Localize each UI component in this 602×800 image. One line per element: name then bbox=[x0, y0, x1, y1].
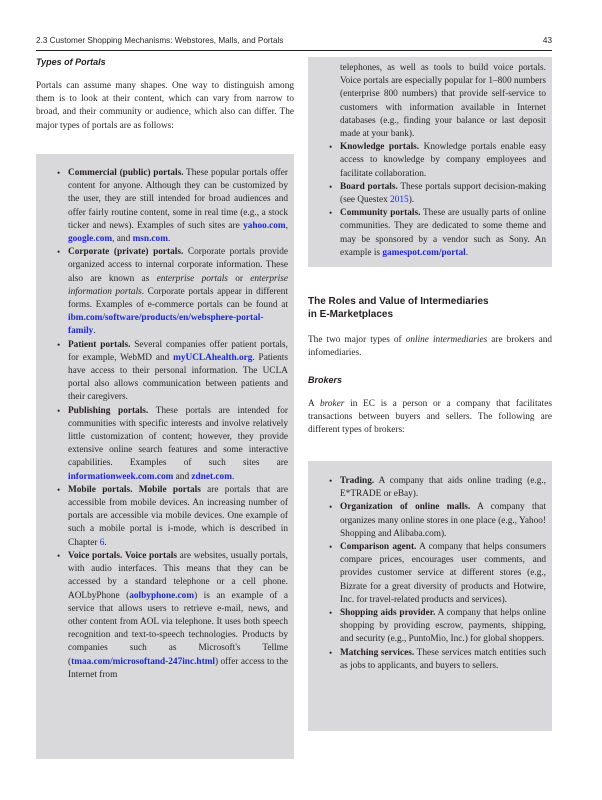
portals-intro-paragraph: Portals can assume many shapes. One way to distinguish among them is to look at their content, which can vary from narrow to broad, and their community or audience, which also can differ. The major types of portals are as follows: bbox=[36, 81, 294, 131]
voice-portals-continued: telephones, as well as tools to build voice portals. Voice portals are especially popular for 1–800 numbers (enterprise 800 numbers) that provide self-service to customers with information available in Internet databases (e.g., finding your balance or last deposit made at your bank). bbox=[340, 63, 546, 140]
list-item: • Board portals. These portals support decision-making (see Questex 2015). bbox=[328, 181, 546, 207]
broker-types-box bbox=[308, 461, 552, 731]
list-item: • Matching services. These services match entities such as jobs to applicants, and buyers to sellers. bbox=[328, 647, 546, 673]
broker-definition-paragraph: A broker in EC is a person or a company that facilitates transactions between buyers and sellers. The following are different types of brokers: bbox=[308, 399, 552, 436]
list-item: • Voice portals. Voice portals are websites, usually portals, with audio interfaces. This means that they can be accessed by a standard telephone or a cell phone. AOLbyPhone (aolbyphone.com) is an example of a service that allows users to retrieve e-mail, news, and other content from AOL via telephone. It uses both speech recognition and text-to-speech technologies. Products by companies such as Microsoft's Tellme (tmaa.com/microsoftand-247inc.html) offer access to the Internet from bbox=[56, 550, 288, 682]
page-number: 43 bbox=[542, 36, 552, 45]
link-gamespot[interactable]: gamespot.com/portal bbox=[382, 247, 466, 258]
link-aolbyphone[interactable]: aolbyphone.com bbox=[129, 590, 195, 601]
list-item: • Shopping aids provider. A company that helps online shopping by providing escrow, payments, shipping, and security (e.g., PuntoMio, Inc.) for global shoppers. bbox=[328, 607, 546, 647]
types-of-portals-heading: Types of Portals bbox=[36, 57, 106, 67]
list-item: • Organization of online malls. A company that organizes many online stores in one place (e.g., Yahoo! Shopping and Alibaba.com). bbox=[328, 501, 546, 541]
chapter-6-link[interactable]: 6 bbox=[99, 537, 105, 548]
link-yahoo[interactable]: yahoo.com bbox=[243, 220, 286, 231]
list-item: • Patient portals. Several companies offer patient portals, for example, WebMD and myUCLAhealth.org. Patients have access to their personal information. The UCLA portal also allows communication between patients and their caregivers. bbox=[56, 339, 288, 405]
header-rule bbox=[36, 50, 552, 51]
link-myuclahealth[interactable]: myUCLAhealth.org bbox=[173, 352, 253, 363]
list-item: • Mobile portals. Mobile portals are portals that are accessible from mobile devices. An increasing number of portals are accessible via mobile devices. One example of such a mobile portal is i-mode, which is described in Chapter 6. bbox=[56, 484, 288, 550]
list-item: • Commercial (public) portals. These popular portals offer content for anyone. Although they can be customized by the user, they are still intended for broad audiences and offer fairly routine content, some in real time (e.g., a stock ticker and news). Examples of such sites are yahoo.com, google.com, and msn.com. bbox=[56, 167, 288, 246]
list-item: • Knowledge portals. Knowledge portals enable easy access to knowledge by company employees and facilitate collaboration. bbox=[328, 141, 546, 181]
portal-types-box bbox=[36, 154, 294, 759]
list-item: • Publishing portals. These portals are intended for communities with specific interests and involve relatively little customization of content; however, they provide extensive online search features and some interactive capabilities. Examples of such sites are informationweek.com.com and zdnet.com. bbox=[56, 405, 288, 484]
portal-types-list-continued bbox=[328, 141, 546, 260]
link-ibm-websphere[interactable]: ibm.com/software/products/en/websphere-portal-family bbox=[68, 313, 264, 337]
section-heading: The Roles and Value of Intermediaries in E-Marketplaces bbox=[308, 296, 489, 320]
list-item: • Community portals. These are usually parts of online communities. They are dedicated to some theme and may be sponsored by a vendor such as Sony. An example is gamespot.com/portal. bbox=[328, 207, 546, 260]
link-msn[interactable]: msn.com bbox=[132, 234, 168, 245]
running-header-title: 2.3 Customer Shopping Mechanisms: Webstores, Malls, and Portals bbox=[36, 36, 284, 45]
broker-types-list bbox=[328, 475, 546, 673]
link-zdnet[interactable]: zdnet.com bbox=[191, 471, 232, 482]
running-header bbox=[36, 36, 552, 48]
portal-types-list bbox=[56, 167, 288, 682]
list-item: • Comparison agent. A company that helps consumers compare prices, encourages user comments, and provides customer service at different stores (e.g., Bizrate for a great diversity of products and Hotwire, Inc. for travel-related products and services). bbox=[328, 541, 546, 607]
intermediaries-paragraph: The two major types of online intermediaries are brokers and infomediaries. bbox=[308, 335, 552, 359]
brokers-heading: Brokers bbox=[308, 375, 343, 385]
link-tmaa[interactable]: tmaa.com/microsoftand-247inc.html bbox=[71, 656, 216, 667]
list-item: • Trading. A company that aids online trading (e.g., E*TRADE or eBay). bbox=[328, 475, 546, 501]
link-informationweek[interactable]: informationweek.com.com bbox=[68, 471, 174, 482]
questex-2015-ref[interactable]: 2015 bbox=[390, 195, 409, 206]
portal-types-box-continued bbox=[308, 57, 552, 267]
list-item: • Corporate (private) portals. Corporate portals provide organized access to internal corporate information. These also are known as enterprise portals or enterprise information portals. Corporate portals appear in different forms. Examples of e-commerce portals can be found at ibm.com/software/products/en/websphere-portal-family. bbox=[56, 246, 288, 338]
link-google[interactable]: google.com bbox=[68, 234, 113, 245]
